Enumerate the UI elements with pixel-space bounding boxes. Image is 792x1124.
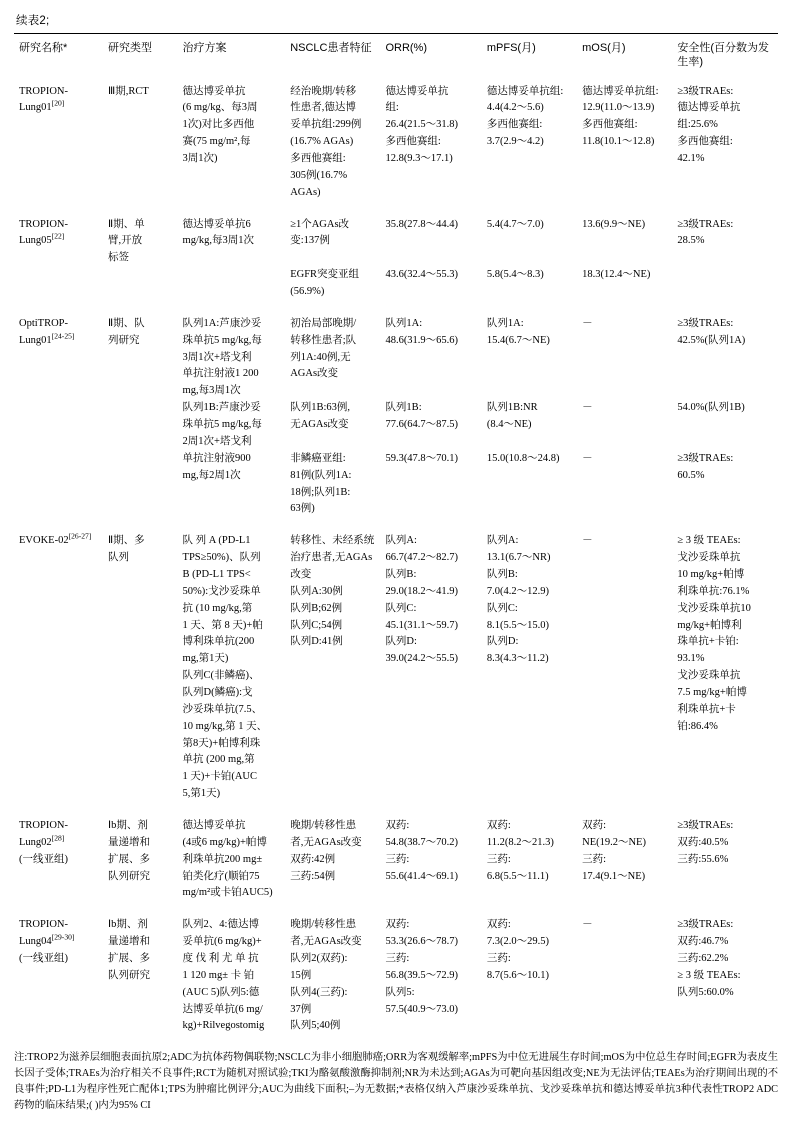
- cell-mpfs: 德达博妥单抗组: 4.4(4.2～5.6) 多西他赛组: 3.7(2.9～4.2): [486, 85, 564, 148]
- clinical-trials-table: [14, 33, 778, 1043]
- cell-mos: 德达博妥单抗组: 12.9(11.0～13.9) 多西他赛组: 11.8(10.1～12.8): [582, 85, 659, 148]
- cell-safety: ≥3级TRAEs: 双药:46.7% 三药:62.2% ≥ 3 级 TEAEs: 队列5:60.0%: [677, 919, 741, 998]
- cell-mpfs: 双药: 7.3(2.0～29.5) 三药: 8.7(5.6～10.1): [486, 919, 549, 981]
- column-header-study-type: 研究类型: [108, 42, 153, 54]
- table-row: [14, 210, 778, 309]
- cell-study-type: Ⅲ期,RCT: [108, 85, 149, 97]
- cell-mpfs: 队列1A: 15.4(6.7～NE) 队列1B:NR (8.4～NE) 15.0(10.8～24.8): [486, 317, 560, 464]
- cell-mos: －: [582, 535, 593, 547]
- column-header-orr: ORR(%): [385, 42, 427, 54]
- column-header-patient-features: NSCLC患者特征: [290, 42, 372, 54]
- table-notes: [14, 1050, 778, 1114]
- cell-regimen: 德达博妥单抗 (4或6 mg/kg)+帕博 利珠单抗200 mg± 铂类化疗(顺铂75 mg/m²或卡铂AUC5): [182, 819, 273, 899]
- continuation-label: 续表2;: [16, 15, 50, 27]
- table-header: [14, 34, 778, 77]
- cell-study-type: Ⅰb期、剂 量递增和 扩展、多 队列研究: [108, 919, 151, 981]
- table-notes-text: 注:TROP2为滋养层细胞表面抗原2;ADC为抗体药物偶联物;NSCLC为非小细胞肺癌;ORR为客观缓解率;mPFS为中位无进展生存时间;mOS为中位总生存时间;EGFR为表皮生长因子受体;TRAEs为治疗相关不良事件;RCT为随机对照试验;TKI为酪氨酸激酶抑制剂;NR为未达到;AGAs为可靶向基因组改变;NE为无法评估;TEAEs为治疗期间出现的不良事件;PD-L1为程序性死亡配体1;TPS为肿瘤比例评分;AUC为曲线下面积;–为无数据;*表格仅纳入芦康沙妥珠单抗、戈沙妥珠单抗和德达博妥单抗3种代表性TROP2 ADC药物的临床结果;( )内为95% CI: [14, 1052, 778, 1112]
- column-header-mos: mOS(月): [582, 42, 626, 54]
- cell-study-name: TROPION- Lung01[20]: [19, 85, 68, 114]
- table-row: [14, 309, 778, 526]
- cell-safety: ≥ 3 级 TEAEs: 戈沙妥珠单抗 10 mg/kg+帕博 利珠单抗:76.1% 戈沙妥珠单抗10 mg/kg+帕博利 珠单抗+卡铂: 93.1% 戈沙妥珠单抗 7.5 mg/kg+帕博 利珠单抗+卡 铂:86.4%: [677, 535, 751, 732]
- cell-study-name: TROPION- Lung05[22]: [19, 218, 68, 247]
- table-body: [14, 77, 778, 1044]
- cell-regimen: 德达博妥单抗6 mg/kg,每3周1次: [182, 218, 255, 247]
- cell-patient-features: 晚期/转移性患 者,无AGAs改变 双药:42例 三药:54例: [290, 819, 362, 882]
- cell-patient-features: 晚期/转移性患 者,无AGAs改变 队列2(双药): 15例 队列4(三药): 37例 队列5;40例: [290, 919, 362, 1032]
- cell-study-name: OptiTROP- Lung01[24-25]: [19, 317, 75, 346]
- cell-regimen: 队列2、4:德达博 妥单抗(6 mg/kg)+ 度 伐 利 尤 单 抗 1 120 mg± 卡 铂 (AUC 5)队列5:德 达博妥单抗(6 mg/ kg)+Rilvegostomig: [182, 919, 265, 1032]
- table-row: [14, 526, 778, 811]
- cell-orr: 双药: 54.8(38.7～70.2) 三药: 55.6(41.4～69.1): [385, 819, 459, 882]
- cell-safety: ≥3级TRAEs: 双药:40.5% 三药:55.6%: [677, 819, 734, 865]
- cell-study-name: TROPION- Lung04[29-30] (一线亚组): [19, 919, 75, 964]
- cell-orr: 德达博妥单抗 组: 26.4(21.5～31.8) 多西他赛组: 12.8(9.3～17.1): [385, 85, 459, 165]
- cell-mos: 双药: NE(19.2～NE) 三药: 17.4(9.1～NE): [582, 819, 646, 882]
- cell-regimen: 德达博妥单抗 (6 mg/kg、每3周 1次)对比多西他 赛(75 mg/m²,每 3周1次): [182, 85, 258, 165]
- cell-mos: － － －: [582, 317, 593, 464]
- cell-regimen: 队列1A:芦康沙妥 珠单抗5 mg/kg,每 3周1次+塔戈利 单抗注射液1 200 mg,每3周1次 队列1B:芦康沙妥 珠单抗5 mg/kg,每 2周1次+塔戈利 单抗注射液900 mg,每2周1次: [182, 317, 262, 481]
- cell-study-type: Ⅱ期、队 列研究: [108, 317, 145, 346]
- column-header-mpfs: mPFS(月): [486, 42, 536, 54]
- cell-study-type: Ⅰb期、剂 量递增和 扩展、多 队列研究: [108, 819, 151, 882]
- cell-orr: 35.8(27.8～44.4) 43.6(32.4～55.3): [385, 218, 459, 281]
- column-header-regimen: 治疗方案: [182, 42, 227, 54]
- table-row: [14, 910, 778, 1043]
- table-row: [14, 77, 778, 210]
- table-header-row: [14, 34, 778, 77]
- cell-mpfs: 双药: 11.2(8.2～21.3) 三药: 6.8(5.5～11.1): [486, 819, 554, 882]
- cell-safety: ≥3级TRAEs: 42.5%(队列1A) 54.0%(队列1B) ≥3级TRAEs: 60.5%: [677, 317, 746, 481]
- cell-patient-features: 转移性、未经系统 治疗患者,无AGAs 改变 队列A:30例 队列B;62例 队列C;54例 队列D:41例: [290, 535, 375, 648]
- cell-regimen: 队 列 A (PD-L1 TPS≥50%)、队列 B (PD-L1 TPS< 50%):戈沙妥珠单 抗 (10 mg/kg,第 1 天、第 8 天)+帕 博利珠单抗(200 mg,第1天) 队列C(非鳞癌)、 队列D(鳞癌):戈 沙妥珠单抗(7.5、 10 mg/kg,第 1 天、 第8天)+帕博利珠 单抗 (200 mg,第 1 天)+卡铂(AUC 5,第1天): [182, 535, 268, 800]
- cell-study-type: Ⅱ期、多 队列: [108, 535, 145, 564]
- cell-mpfs: 队列A: 13.1(6.7～NR) 队列B: 7.0(4.2～12.9) 队列C: 8.1(5.5～15.0) 队列D: 8.3(4.3～11.2): [486, 535, 551, 665]
- cell-orr: 队列A: 66.7(47.2～82.7) 队列B: 29.0(18.2～41.9) 队列C: 45.1(31.1～59.7) 队列D: 39.0(24.2～55.5): [385, 535, 459, 665]
- cell-patient-features: 初治局部晚期/ 转移性患者;队 列1A:40例,无 AGAs改变 队列1B:63例, 无AGAs改变 非鳞癌亚组: 81例(队列1A: 18例;队列1B: 63例): [290, 317, 357, 515]
- cell-patient-features: ≥1个AGAs改 变:137例 EGFR突变亚组 (56.9%): [290, 218, 360, 298]
- cell-mos: －: [582, 919, 593, 931]
- cell-mos: 13.6(9.9～NE) 18.3(12.4～NE): [582, 218, 651, 281]
- cell-safety: ≥3级TRAEs: 28.5%: [677, 218, 734, 247]
- cell-study-name: EVOKE-02[26-27]: [19, 531, 92, 547]
- cell-orr: 队列1A: 48.6(31.9～65.6) 队列1B: 77.6(64.7～87.5) 59.3(47.8～70.1): [385, 317, 459, 464]
- cell-study-type: Ⅱ期、单 臂,开放 标签: [108, 218, 145, 264]
- cell-mpfs: 5.4(4.7～7.0) 5.8(5.4～8.3): [486, 218, 544, 281]
- cell-orr: 双药: 53.3(26.6～78.7) 三药: 56.8(39.5～72.9) 队列5: 57.5(40.9～73.0): [385, 919, 459, 1015]
- column-header-study-name: 研究名称*: [19, 42, 68, 54]
- column-header-safety: 安全性(百分数为发生率): [677, 42, 770, 69]
- cell-patient-features: 经治晚期/转移 性患者,德达博 妥单抗组:299例 (16.7% AGAs) 多西他赛组: 305例(16.7% AGAs): [290, 85, 362, 198]
- table-row: [14, 811, 778, 910]
- cell-study-name: TROPION- Lung02[28] (一线亚组): [19, 819, 68, 865]
- cell-safety: ≥3级TRAEs: 德达博妥单抗 组:25.6% 多西他赛组: 42.1%: [677, 85, 741, 165]
